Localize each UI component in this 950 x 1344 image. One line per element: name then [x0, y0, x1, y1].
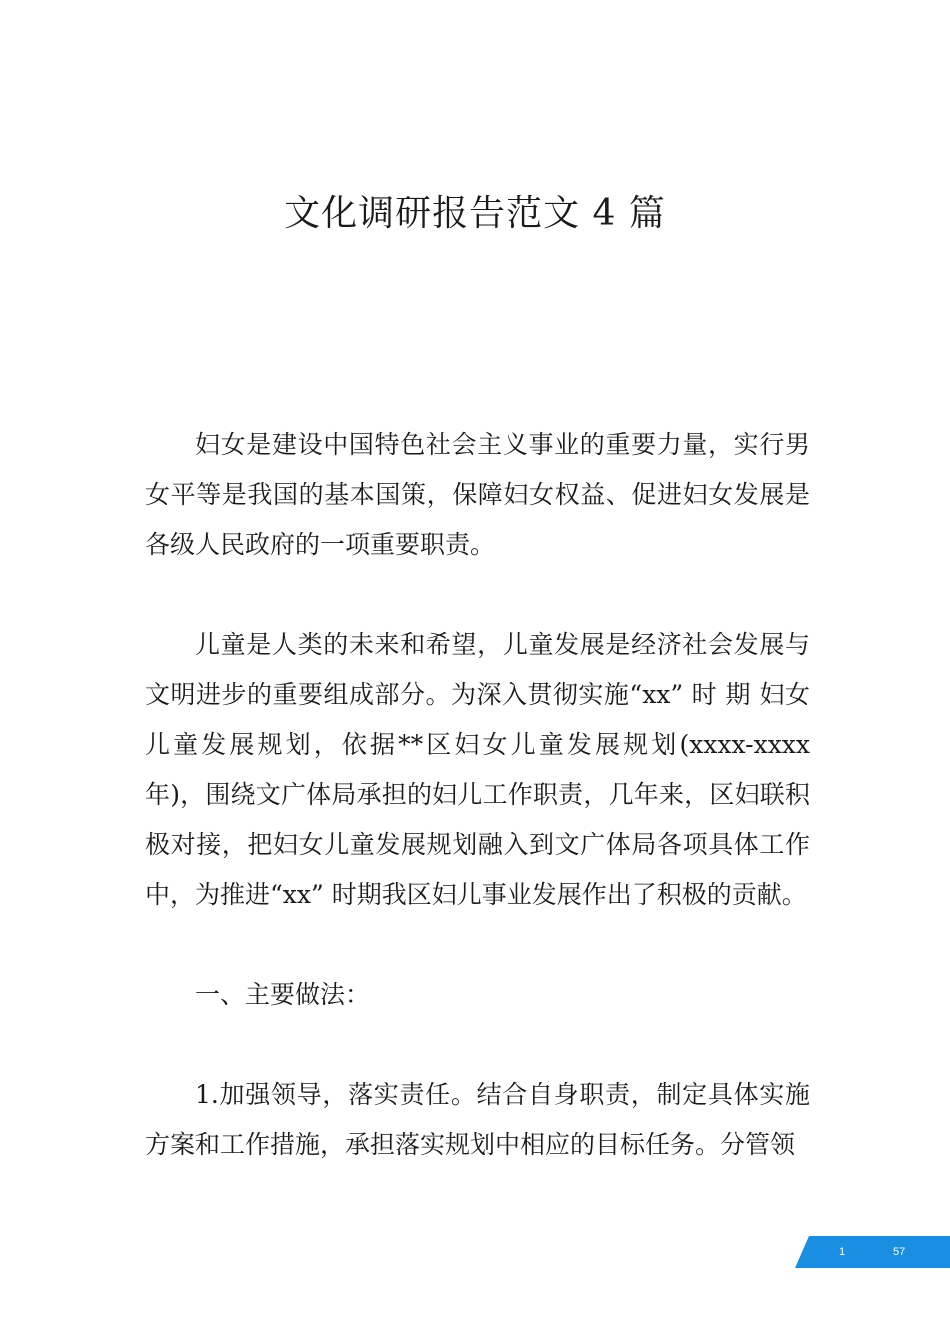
current-page-number: 1	[839, 1246, 846, 1258]
paragraph-2: 儿童是人类的未来和希望，儿童发展是经济社会发展与文明进步的重要组成部分。为深入贯彻实施“xx” 时 期 妇女儿童发展规划，依据**区妇女儿童发展规划(xxxx-xxxx年)，围绕文广体局承担的妇儿工作职责，几年来，区妇联积极对接，把妇女儿童发展规划融入到文广体局各项具体工作中，为推进“xx” 时期我区妇儿事业发展作出了积极的贡献。	[145, 630, 810, 909]
badge-shape	[795, 1236, 950, 1268]
section-heading: 一、主要做法：	[195, 980, 371, 1009]
paragraph-1: 妇女是建设中国特色社会主义事业的重要力量，实行男女平等是我国的基本国策，保障妇女权益、促进妇女发展是各级人民政府的一项重要职责。	[145, 430, 810, 559]
paragraph-3: 1.加强领导，落实责任。结合自身职责，制定具体实施方案和工作措施，承担落实规划中相应的目标任务。分管领	[145, 1080, 810, 1159]
total-pages: 57	[893, 1246, 906, 1258]
document-title: 文化调研报告范文 4 篇	[284, 193, 666, 234]
page-number-badge	[795, 1236, 950, 1268]
document-body	[145, 420, 810, 1170]
